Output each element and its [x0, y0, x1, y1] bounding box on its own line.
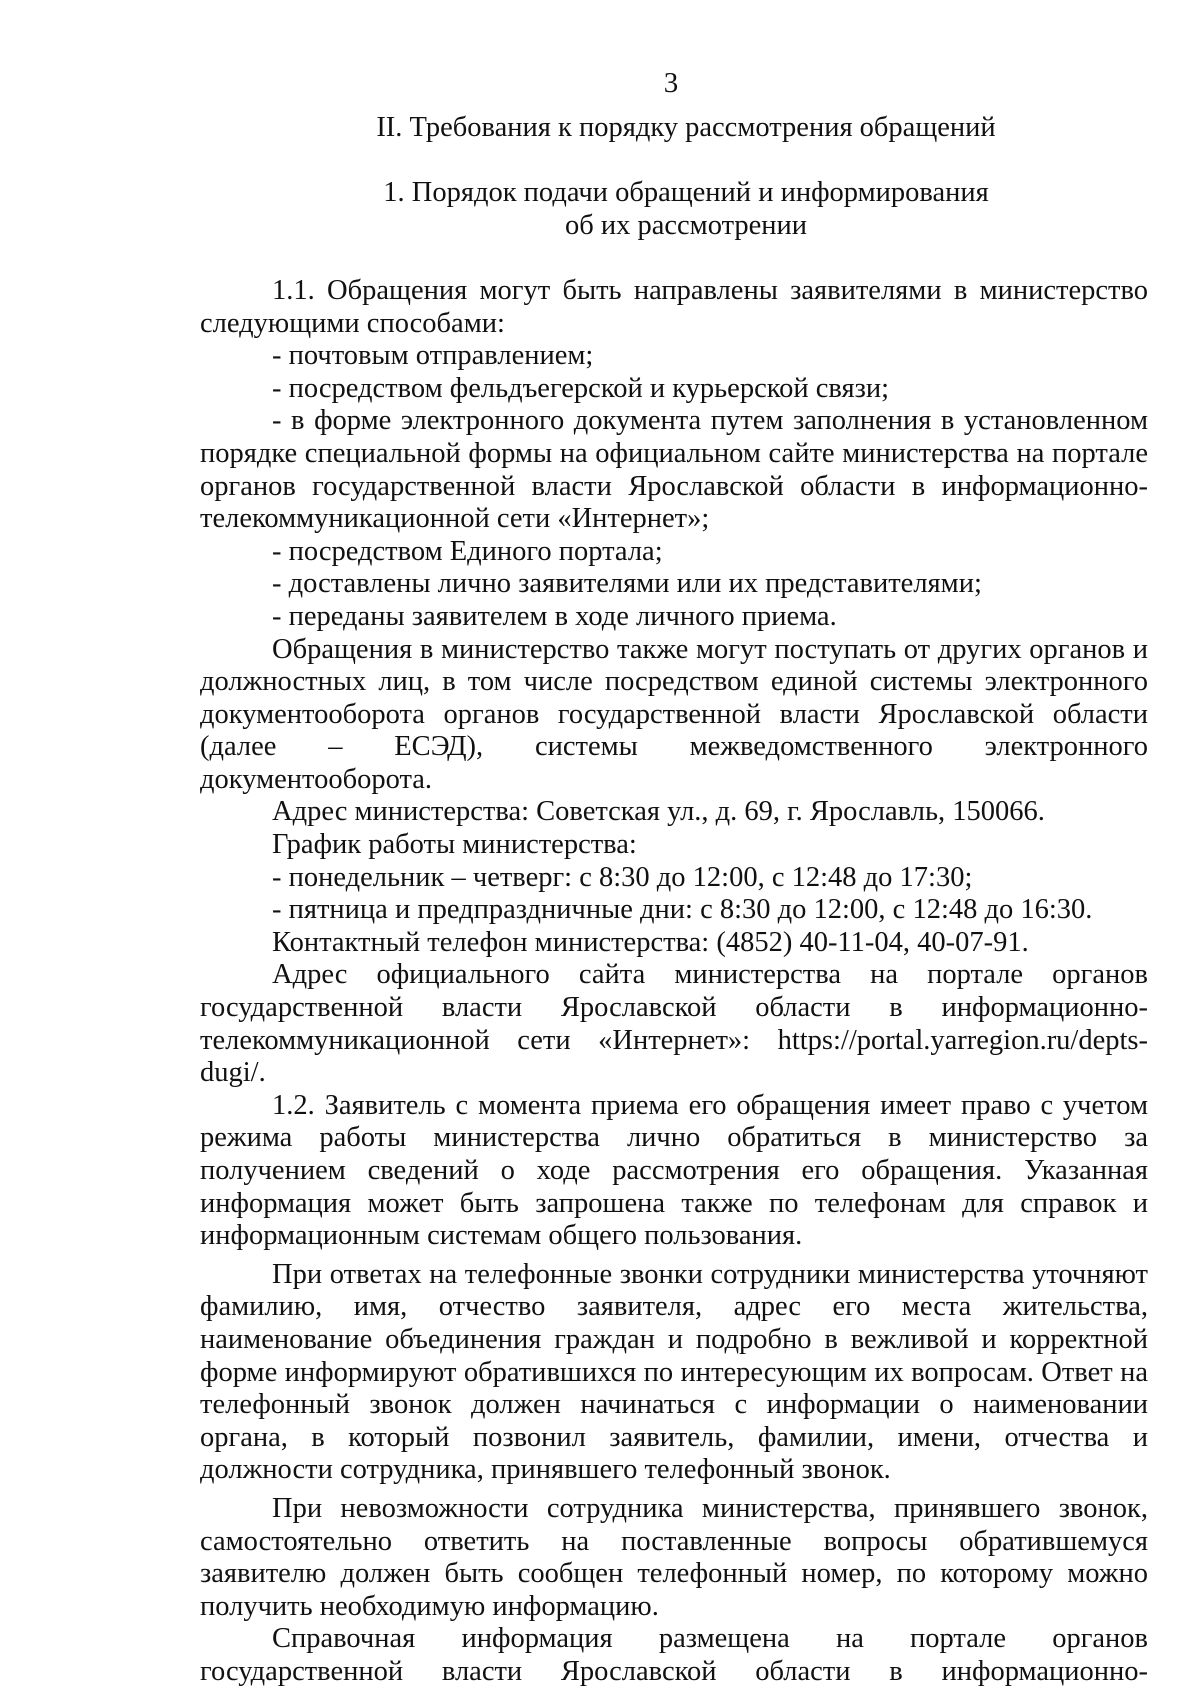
paragraph-phone-calls: При ответах на телефонные звонки сотрудники министерства уточняют фамилию, имя, отчество заявителя, адрес его места жительства, наименование объединения граждан и подробно в вежливой и корректной форме информируют обратившихся по интересующим их вопросам. Ответ на телефонный звонок должен начинаться с информации о наименовании органа, в который позвонил заявитель, фамилии, имени, отчества и должности сотрудника, принявшего телефонный звонок.: [200, 1258, 1148, 1486]
paragraph-reference-info: Справочная информация размещена на портале органов государственной власти Ярославской области в информационно-: [200, 1623, 1148, 1687]
list-item-in-person: - доставлены лично заявителями или их представителями;: [272, 568, 982, 600]
page-number: 3: [663, 67, 679, 99]
paragraph-schedule-title: График работы министерства:: [272, 829, 637, 861]
paragraph-unable-to-answer: При невозможности сотрудника министерства, принявшего звонок, самостоятельно ответить на поставленные вопросы обратившемуся заявителю должен быть сообщен телефонный номер, по которому можно получить необходимую информацию.: [200, 1492, 1148, 1622]
subsection-heading-line2: об их рассмотрении: [564, 209, 808, 241]
subsection-heading-line1: 1. Порядок подачи обращений и информирования: [383, 177, 989, 209]
list-item-courier: - посредством фельдъегерской и курьерской связи;: [272, 372, 890, 404]
section-heading: II. Требования к порядку рассмотрения обращений: [376, 112, 996, 143]
paragraph-1-2: 1.2. Заявитель с момента приема его обращения имеет право с учетом режима работы министерства лично обратиться в министерство за получением сведений о ходе рассмотрения его обращения. Указанная информация может быть запрошена также по телефонам для справок и информационным системам общего пользования.: [200, 1089, 1148, 1252]
schedule-mon-thu: - понедельник – четверг: с 8:30 до 12:00, с 12:48 до 17:30;: [272, 861, 973, 893]
paragraph-phone: Контактный телефон министерства: (4852) 40-11-04, 40-07-91.: [272, 926, 1029, 958]
list-item-unified-portal: - посредством Единого портала;: [272, 535, 663, 567]
paragraph-address: Адрес министерства: Советская ул., д. 69, г. Ярославль, 150066.: [272, 796, 1045, 828]
document-body: [200, 112, 1148, 1689]
list-item-postal: - почтовым отправлением;: [272, 340, 594, 372]
paragraph-1-1: 1.1. Обращения могут быть направлены заявителями в министерство следующими способами:: [200, 274, 1148, 339]
paragraph-website: Адрес официального сайта министерства на портале органов государственной власти Ярославской области в информационно-телекоммуникационной сети «Интернет»: https://portal.yarregion.ru/depts-dugi/.: [200, 959, 1148, 1089]
paragraph-other-bodies: Обращения в министерство также могут поступать от других органов и должностных лиц, в том числе посредством единой системы электронного документооборота органов государственной власти Ярославской области (далее – ЕСЭД), системы межведомственного электронного документооборота.: [200, 633, 1148, 795]
list-item-personal-reception: - переданы заявителем в ходе личного приема.: [272, 600, 837, 632]
schedule-friday: - пятница и предпраздничные дни: с 8:30 до 12:00, с 12:48 до 16:30.: [272, 894, 1093, 926]
list-item-electronic: - в форме электронного документа путем заполнения в установленном порядке специальной формы на официальном сайте министерства на портале органов государственной власти Ярославской области в информационно-телекоммуникационной сети «Интернет»;: [200, 405, 1148, 535]
